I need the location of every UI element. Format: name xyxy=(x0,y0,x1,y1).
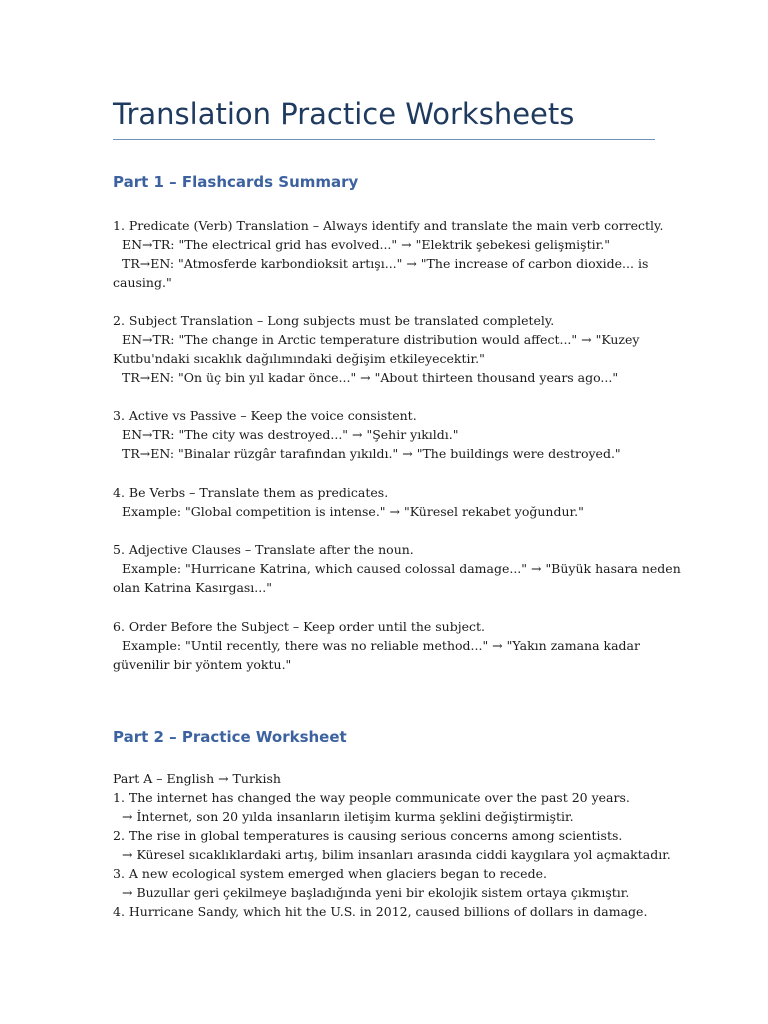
flashcard-line: EN→TR: "The city was destroyed..." → "Şehir yıkıldı." xyxy=(122,427,459,442)
flashcard-item-2 xyxy=(113,311,643,387)
worksheet-sentence: 1. The internet has changed the way people communicate over the past 20 years. xyxy=(113,790,630,805)
flashcard-line: 1. Predicate (Verb) Translation – Always identify and translate the main verb correctly. xyxy=(113,218,664,233)
worksheet-translation: → Buzullar geri çekilmeye başladığında yeni bir ekolojik sistem ortaya çıkmıştır. xyxy=(122,885,630,900)
flashcard-line: Example: "Global competition is intense." → "Küresel rekabet yoğundur." xyxy=(122,504,584,519)
worksheet-sentence: 4. Hurricane Sandy, which hit the U.S. in 2012, caused billions of dollars in damage. xyxy=(113,904,648,919)
flashcard-line: Example: "Until recently, there was no reliable method..." → "Yakın zamana kadar xyxy=(122,638,640,653)
title-divider xyxy=(113,139,655,140)
flashcard-line: güvenilir bir yöntem yoktu." xyxy=(113,657,292,672)
part2-heading: Part 2 – Practice Worksheet xyxy=(113,728,347,746)
flashcard-item-6 xyxy=(113,617,643,674)
flashcard-line: EN→TR: "The change in Arctic temperature distribution would affect..." → "Kuzey xyxy=(122,332,640,347)
worksheet-sentence: 2. The rise in global temperatures is causing serious concerns among scientists. xyxy=(113,828,623,843)
document-title: Translation Practice Worksheets xyxy=(113,97,575,131)
worksheet-translation: → İnternet, son 20 yılda insanların iletişim kurma şeklini değiştirmiştir. xyxy=(122,809,574,824)
part1-heading: Part 1 – Flashcards Summary xyxy=(113,173,359,191)
flashcard-line: 6. Order Before the Subject – Keep order until the subject. xyxy=(113,619,486,634)
flashcard-line: TR→EN: "Binalar rüzgâr tarafından yıkıldı." → "The buildings were destroyed." xyxy=(122,446,621,461)
flashcard-item-1 xyxy=(113,216,664,292)
worksheet-sentence: 3. A new ecological system emerged when glaciers began to recede. xyxy=(113,866,547,881)
flashcard-line: TR→EN: "On üç bin yıl kadar önce..." → "About thirteen thousand years ago..." xyxy=(122,370,619,385)
flashcard-line: Kutbu'ndaki sıcaklık dağılımındaki değişim etkileyecektir." xyxy=(113,351,485,366)
worksheet-subheading: Part A – English → Turkish xyxy=(113,771,281,786)
flashcard-line: causing." xyxy=(113,275,172,290)
flashcard-line: 5. Adjective Clauses – Translate after the noun. xyxy=(113,542,414,557)
flashcard-line: 4. Be Verbs – Translate them as predicates. xyxy=(113,485,389,500)
flashcard-item-3 xyxy=(113,406,643,463)
flashcard-line: EN→TR: "The electrical grid has evolved..." → "Elektrik şebekesi gelişmiştir." xyxy=(122,237,610,252)
flashcard-line: 3. Active vs Passive – Keep the voice consistent. xyxy=(113,408,417,423)
worksheet-translation: → Küresel sıcaklıklardaki artış, bilim insanları arasında ciddi kaygılara yol açmaktadır. xyxy=(122,847,671,862)
flashcard-line: olan Katrina Kasırgası..." xyxy=(113,580,272,595)
flashcard-line: 2. Subject Translation – Long subjects must be translated completely. xyxy=(113,313,555,328)
practice-worksheet-body xyxy=(113,769,671,921)
flashcard-line: TR→EN: "Atmosferde karbondioksit artışı..." → "The increase of carbon dioxide... is xyxy=(122,256,649,271)
flashcard-line: Example: "Hurricane Katrina, which caused colossal damage..." → "Büyük hasara neden xyxy=(122,561,681,576)
flashcard-item-4 xyxy=(113,483,643,521)
flashcard-item-5 xyxy=(113,540,681,597)
